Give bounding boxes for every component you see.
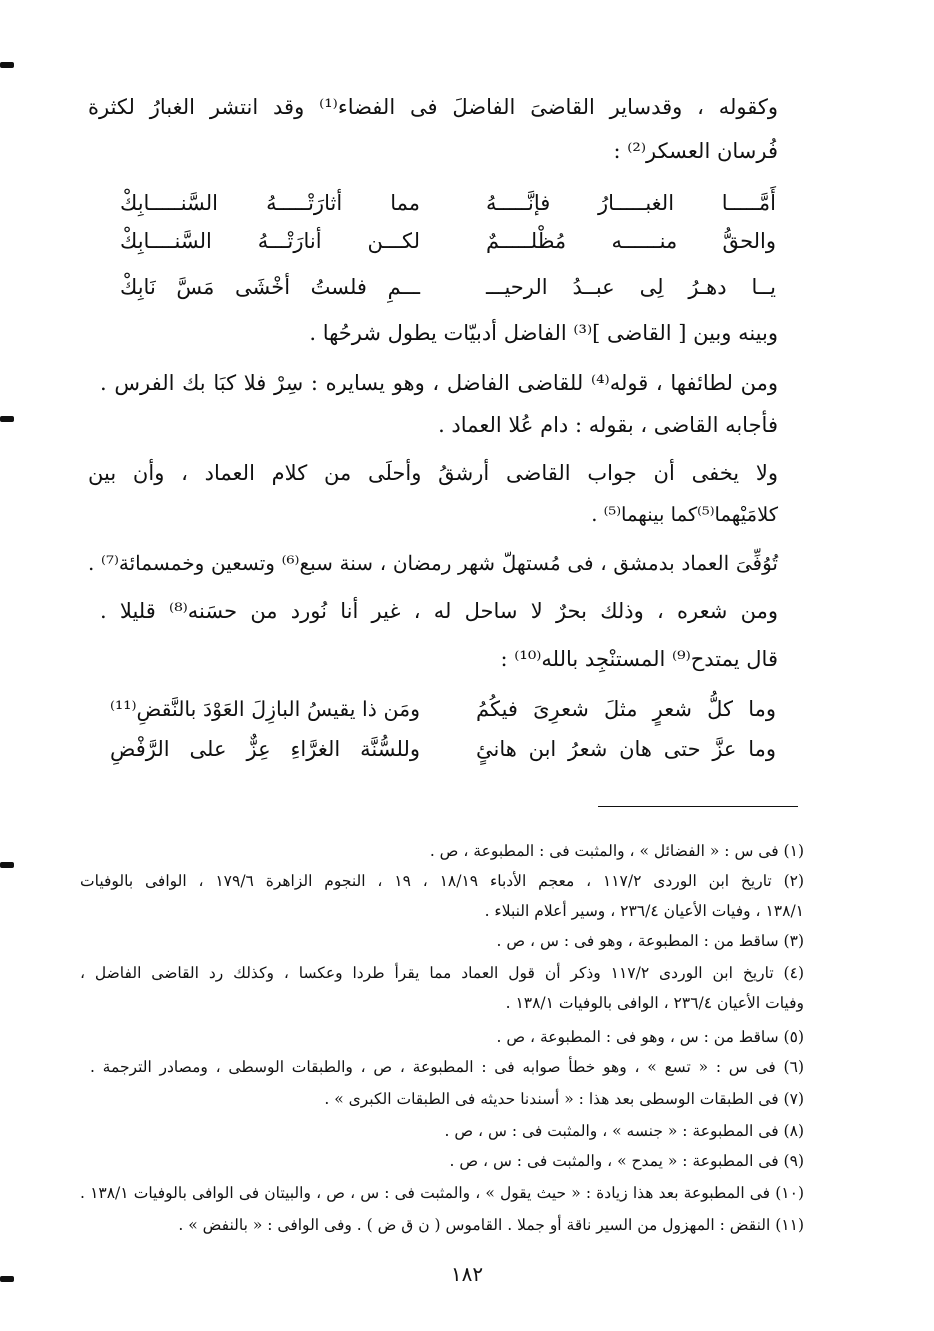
- verse-hemistich-right: وما عزَّ حتى هان شعرُ ابن هانئٍ: [476, 737, 776, 761]
- body-line: كلامَيْهما⁽⁵⁾كما بينهما⁽⁵⁾ .: [591, 503, 778, 526]
- page-number: ١٨٢: [450, 1262, 484, 1286]
- footnote: (٧) فى الطبقات الوسطى بعد هذا : « أسندنا حديثه فى الطبقات الكبرى » .: [324, 1090, 804, 1108]
- body-line: تُوُفِّىَ العماد بدمشق ، فى مُستهلّ شهر رمضان ، سنة سبع⁽⁶⁾ وتسعين وخمسمائة⁽⁷⁾ .: [88, 551, 778, 575]
- verse-hemistich-left: مما أثارَتْـــــهُ السَّنـــــابِكْ: [120, 191, 420, 215]
- footnote: (٨) فى المطبوعة : « جنسه » ، والمثبت فى : س ، ص .: [444, 1122, 804, 1140]
- footnote: (١٠) فى المطبوعة بعد هذا زيادة : « حيث يقول » ، والمثبت فى : س ، ص ، والبيتان فى الوافى بالوفيات ١٣٨/١ .: [80, 1184, 804, 1202]
- verse-line: [110, 734, 776, 764]
- footnote: (٦) فى س : « تسع » ، وهو خطأ صوابه فى : المطبوعة ، ص ، والطبقات الوسطى ، ومصادر الترجمة .: [90, 1058, 804, 1076]
- verse-hemistich-left: وللسُّنَّة الغرَّاءِ عِزٌّ على الرَّفْضِ: [110, 737, 420, 761]
- body-line: قال يمتدح⁽⁹⁾ المستنْجِد بالله⁽¹⁰⁾ :: [500, 647, 778, 671]
- body-line: فُرسان العسكر⁽²⁾ :: [613, 139, 778, 163]
- footnote: (٥) ساقط من : س ، وهو فى : المطبوعة ، ص .: [496, 1028, 804, 1046]
- body-line: ومن شعره ، وذلك بحرٌ لا ساحل له ، غير أنا نُورد من حسَنه⁽⁸⁾ قليلا .: [100, 599, 778, 623]
- body-line: وكقوله ، وقدساير القاضىَ الفاضلَ فى الفضاء⁽¹⁾ وقد انتشر الغبارُ لكثرة: [88, 95, 778, 119]
- verse-line: [120, 226, 776, 256]
- verse-hemistich-left: ومَن ذا يقيسُ البازِلَ العَوْدَ بالنَّقضِ⁽¹¹⁾: [110, 697, 420, 721]
- footnote: (٢) تاريخ ابن الوردى ١١٧/٢ ، معجم الأدباء ١٨/١٩ ، ١٩ ، النجوم الزاهرة ١٧٩/٦ ، الوافى بالوفيات: [80, 872, 805, 890]
- verse-hemistich-right: أَمَّـــــا الغبـــــارُ فإنَّـــــهُ: [486, 191, 776, 215]
- verse-hemistich-right: والحقُّ منــــــه مُظْلـــــمٌ: [486, 229, 776, 253]
- body-line: وبينه وبين [ القاضى ]⁽³⁾ الفاضل أدبيّات يطول شرحُها .: [309, 321, 778, 345]
- scan-edge-mark: [0, 62, 14, 68]
- footnote: (٩) فى المطبوعة : « يمدح » ، والمثبت فى : س ، ص .: [449, 1152, 804, 1170]
- footnote: وفيات الأعيان ٢٣٦/٤ ، الوافى بالوفيات ١٣٨/١ .: [505, 994, 804, 1012]
- scan-edge-mark: [0, 416, 14, 422]
- body-line: فأجابه القاضى ، بقوله : دام عُلا العماد .: [438, 413, 778, 437]
- body-line: ومن لطائفها ، قوله⁽⁴⁾ للقاضى الفاضل ، وهو يسايره : سِرْ فلا كبَا بك الفرس .: [100, 371, 778, 395]
- body-line: ولا يخفى أن جواب القاضى أرشقُ وأحلَى من كلام العماد ، وأن بين: [88, 461, 778, 485]
- verse-line: [120, 272, 776, 302]
- footnote-separator: [598, 806, 798, 807]
- footnote: (٣) ساقط من : المطبوعة ، وهو فى : س ، ص .: [496, 932, 804, 950]
- footnote: ١٣٨/١ ، وفيات الأعيان ٢٣٦/٤ ، وسير أعلام النبلاء .: [484, 902, 804, 920]
- scan-edge-mark: [0, 862, 14, 868]
- footnote: (١) فى س : « الفضائل » ، والمثبت فى : المطبوعة ، ص .: [429, 842, 804, 860]
- verse-line: [120, 188, 776, 218]
- verse-hemistich-right: يــا دهـرُ لِى عبــدُ الرحيـــ: [486, 275, 776, 299]
- verse-line: [110, 694, 776, 724]
- verse-hemistich-left: لكـــن أنارَتْـــهُ السَّنــــابِكْ: [120, 229, 420, 253]
- footnote: (٤) تاريخ ابن الوردى ١١٧/٢ وذكر أن قول العماد مما يقرأ طردا وعكسا ، وكذلك رد القاضى الفاضل ،: [80, 964, 804, 982]
- verse-hemistich-right: وما كلُّ شعرٍ مثلَ شعرِىَ فيكُمُ: [476, 697, 776, 721]
- footnote: (١١) النقض : المهزول من السير ناقة أو جملا . القاموس ( ن ق ض ) . وفى الوافى : « بالنفض » .: [178, 1216, 804, 1234]
- verse-hemistich-left: ـــمِ فلستُ أخْشَى مَسَّ نَابِكْ: [120, 275, 420, 299]
